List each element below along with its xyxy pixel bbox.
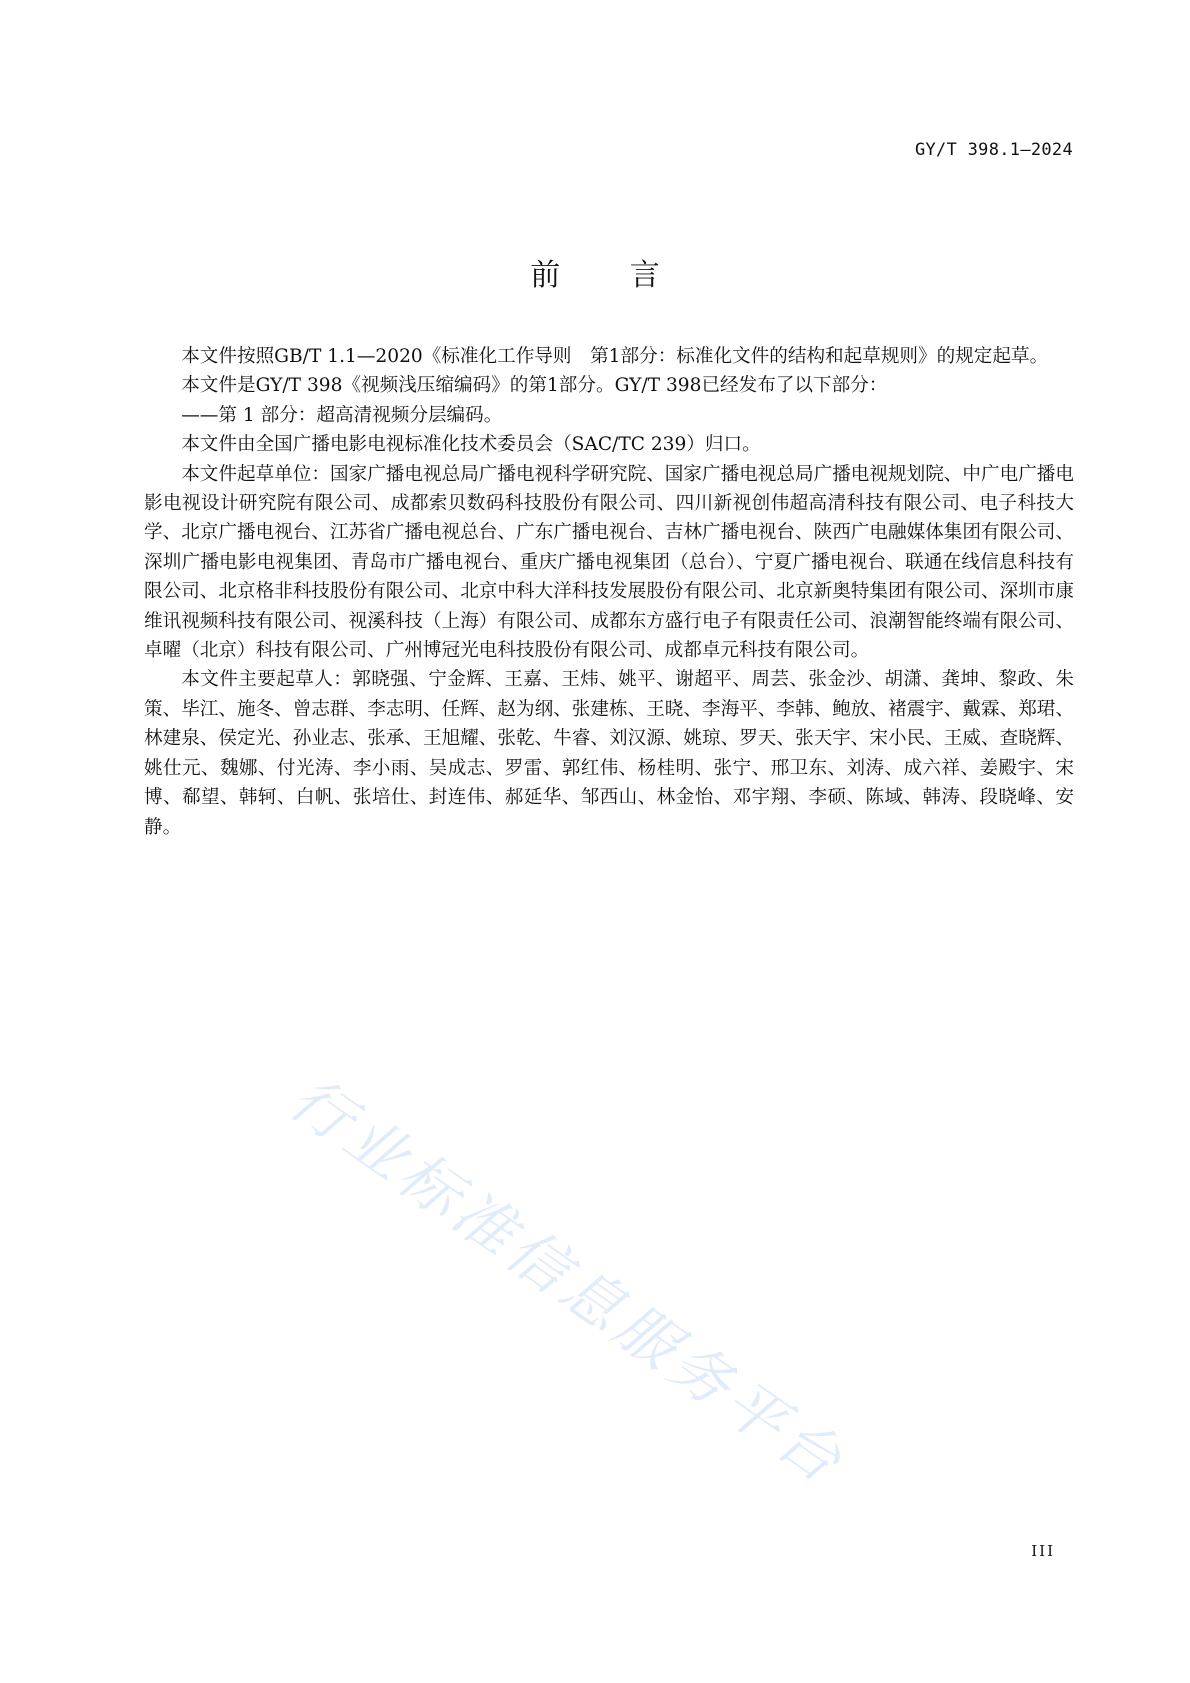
document-code: GY/T 398.1—2024 xyxy=(914,140,1073,160)
paragraph-drafters: 本文件主要起草人：郭晓强、宁金辉、王嘉、王炜、姚平、谢超平、周芸、张金沙、胡潇、龚坤、黎政、朱策、毕江、施冬、曾志群、李志明、任辉、赵为纲、张建栋、王晓、李海平、李韩、鲍放、褚震宇、戴霖、郑珺、林建泉、侯定光、孙业志、张承、王旭耀、张乾、牛睿、刘汉源、姚琼、罗天、张天宇、宋小民、王威、查晓辉、姚仕元、魏娜、付光涛、李小雨、吴成志、罗雷、郭红伟、杨桂明、张宁、邢卫东、刘涛、成六祥、姜殿宇、宋博、郗望、韩轲、白帆、张培仕、封连伟、郝延华、邹西山、林金怡、邓宇翔、李硕、陈域、韩涛、段晓峰、安静。 xyxy=(144,669,1074,838)
paragraph-part-list-item: ——第 1 部分：超高清视频分层编码。 xyxy=(181,404,503,426)
paragraph-part-info: 本文件是GY/T 398《视频浅压缩编码》的第1部分。GY/T 398已经发布了以下部分： xyxy=(181,375,888,397)
paragraph-drafting-rules: 本文件按照GB/T 1.1—2020《标准化工作导则 第1部分：标准化文件的结构和起草规则》的规定起草。 xyxy=(181,346,1049,367)
foreword-body xyxy=(144,342,1074,842)
page-title: 前 言 xyxy=(530,258,690,293)
page-number: III xyxy=(1031,1542,1055,1560)
paragraph-drafting-units: 本文件起草单位：国家广播电视总局广播电视科学研究院、国家广播电视总局广播电视规划院、中广电广播电影电视设计研究院有限公司、成都索贝数码科技股份有限公司、四川新视创伟超高清科技有限公司、电子科技大学、北京广播电视台、江苏省广播电视总台、广东广播电视台、吉林广播电视台、陕西广电融媒体集团有限公司、深圳广播电影电视集团、青岛市广播电视台、重庆广播电视集团（总台）、宁夏广播电视台、联通在线信息科技有限公司、北京格非科技股份有限公司、北京中科大洋科技发展股份有限公司、北京新奥特集团有限公司、深圳市康维讯视频科技有限公司、视溪科技（上海）有限公司、成都东方盛行电子有限责任公司、浪潮智能终端有限公司、卓曜（北京）科技有限公司、广州博冠光电科技股份有限公司、成都卓元科技有限公司。 xyxy=(144,463,1074,662)
watermark: 行业标准信息服务平台 xyxy=(277,1063,858,1500)
paragraph-committee: 本文件由全国广播电影电视标准化技术委员会（SAC/TC 239）归口。 xyxy=(181,434,761,456)
